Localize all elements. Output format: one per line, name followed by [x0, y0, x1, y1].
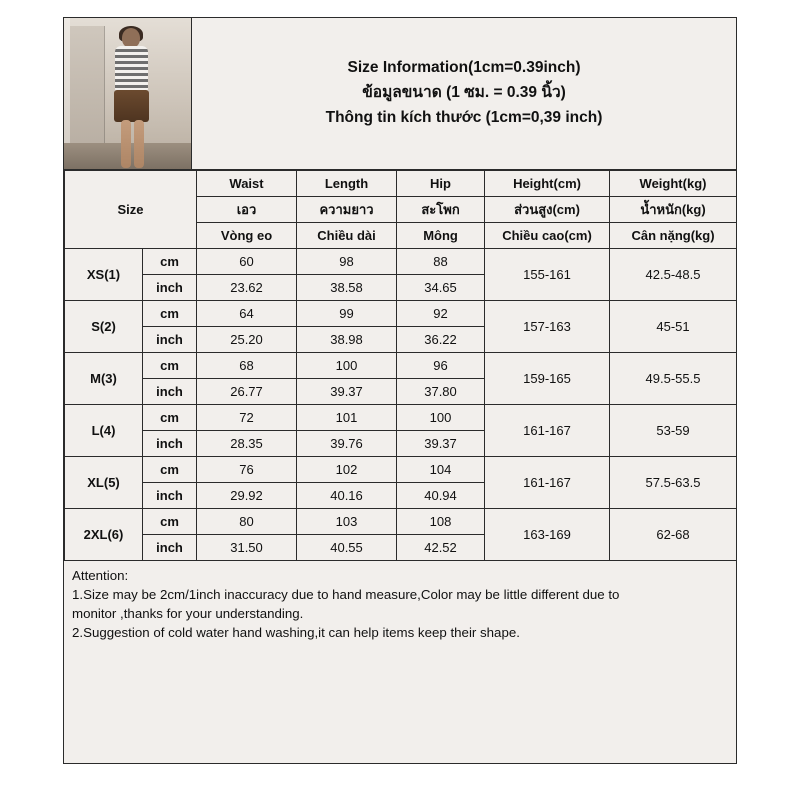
- cell-waist-cm: 68: [197, 353, 297, 379]
- cell-hip-inch: 37.80: [397, 379, 485, 405]
- size-chart-card: [63, 17, 737, 764]
- cell-hip-cm: 92: [397, 301, 485, 327]
- row-unit-cm: cm: [143, 457, 197, 483]
- cell-hip-cm: 96: [397, 353, 485, 379]
- row-size-m: M(3): [65, 353, 143, 405]
- cell-height: 161-167: [485, 457, 610, 509]
- photo-model: [110, 28, 154, 168]
- header-length-en: Length: [297, 171, 397, 197]
- header-weight-vi: Cân nặng(kg): [610, 223, 737, 249]
- cell-weight: 53-59: [610, 405, 737, 457]
- table-row: [65, 509, 737, 535]
- row-size-l: L(4): [65, 405, 143, 457]
- row-size-xl: XL(5): [65, 457, 143, 509]
- attention-title: Attention:: [72, 568, 129, 583]
- header-height-th: ส่วนสูง(cm): [485, 197, 610, 223]
- row-size-2xl: 2XL(6): [65, 509, 143, 561]
- model-brown-skirt: [114, 90, 149, 122]
- row-size-s: S(2): [65, 301, 143, 353]
- cell-length-inch: 38.98: [297, 327, 397, 353]
- attention-line-2: monitor ,thanks for your understanding.: [72, 605, 304, 621]
- attention-line-3: 2.Suggestion of cold water hand washing,it can help items keep their shape.: [72, 624, 520, 640]
- table-row: [65, 249, 737, 275]
- row-unit-inch: inch: [143, 535, 197, 561]
- cell-waist-inch: 23.62: [197, 275, 297, 301]
- cell-length-cm: 102: [297, 457, 397, 483]
- cell-weight: 45-51: [610, 301, 737, 353]
- cell-length-cm: 99: [297, 301, 397, 327]
- photo-door: [70, 26, 105, 162]
- cell-length-cm: 101: [297, 405, 397, 431]
- table-header-row-en: [65, 171, 737, 197]
- row-unit-cm: cm: [143, 301, 197, 327]
- cell-hip-inch: 34.65: [397, 275, 485, 301]
- cell-waist-inch: 29.92: [197, 483, 297, 509]
- cell-hip-cm: 88: [397, 249, 485, 275]
- cell-weight: 57.5-63.5: [610, 457, 737, 509]
- cell-length-inch: 38.58: [297, 275, 397, 301]
- cell-height: 155-161: [485, 249, 610, 301]
- cell-hip-cm: 108: [397, 509, 485, 535]
- cell-waist-inch: 28.35: [197, 431, 297, 457]
- cell-hip-cm: 104: [397, 457, 485, 483]
- header-length-th: ความยาว: [297, 197, 397, 223]
- cell-length-inch: 40.55: [297, 535, 397, 561]
- header-weight-en: Weight(kg): [610, 171, 737, 197]
- cell-weight: 42.5-48.5: [610, 249, 737, 301]
- header-height-en: Height(cm): [485, 171, 610, 197]
- row-unit-inch: inch: [143, 379, 197, 405]
- cell-waist-cm: 76: [197, 457, 297, 483]
- cell-waist-cm: 80: [197, 509, 297, 535]
- table-row: [65, 353, 737, 379]
- title-th: ข้อมูลขนาด (1 ซม. = 0.39 นิ้ว): [362, 84, 566, 102]
- cell-waist-inch: 26.77: [197, 379, 297, 405]
- header-hip-en: Hip: [397, 171, 485, 197]
- title-en: Size Information(1cm=0.39inch): [347, 59, 581, 77]
- attention-line-1: 1.Size may be 2cm/1inch inaccuracy due to hand measure,Color may be little different due to: [72, 586, 620, 602]
- table-row: [65, 457, 737, 483]
- chart-header: [64, 18, 736, 170]
- model-striped-top: [115, 46, 148, 92]
- cell-weight: 49.5-55.5: [610, 353, 737, 405]
- table-row: [65, 301, 737, 327]
- cell-height: 157-163: [485, 301, 610, 353]
- cell-length-cm: 98: [297, 249, 397, 275]
- cell-length-inch: 40.16: [297, 483, 397, 509]
- cell-height: 159-165: [485, 353, 610, 405]
- row-size-xs: XS(1): [65, 249, 143, 301]
- header-waist-th: เอว: [197, 197, 297, 223]
- header-length-vi: Chiều dài: [297, 223, 397, 249]
- cell-hip-inch: 42.52: [397, 535, 485, 561]
- attention-block: [64, 561, 736, 763]
- row-unit-inch: inch: [143, 327, 197, 353]
- header-waist-en: Waist: [197, 171, 297, 197]
- header-hip-vi: Mông: [397, 223, 485, 249]
- title-vi: Thông tin kích thước (1cm=0,39 inch): [325, 108, 603, 126]
- header-weight-th: น้ำหนัก(kg): [610, 197, 737, 223]
- cell-waist-cm: 64: [197, 301, 297, 327]
- cell-waist-inch: 25.20: [197, 327, 297, 353]
- cell-height: 161-167: [485, 405, 610, 457]
- cell-waist-cm: 72: [197, 405, 297, 431]
- row-unit-cm: cm: [143, 405, 197, 431]
- cell-hip-cm: 100: [397, 405, 485, 431]
- size-table: [64, 170, 737, 561]
- title-block: [192, 18, 736, 169]
- cell-hip-inch: 36.22: [397, 327, 485, 353]
- header-waist-vi: Vòng eo: [197, 223, 297, 249]
- row-unit-cm: cm: [143, 353, 197, 379]
- cell-length-cm: 103: [297, 509, 397, 535]
- cell-waist-inch: 31.50: [197, 535, 297, 561]
- cell-length-inch: 39.37: [297, 379, 397, 405]
- header-hip-th: สะโพก: [397, 197, 485, 223]
- header-size: Size: [65, 171, 197, 249]
- cell-height: 163-169: [485, 509, 610, 561]
- row-unit-cm: cm: [143, 509, 197, 535]
- row-unit-inch: inch: [143, 431, 197, 457]
- row-unit-cm: cm: [143, 249, 197, 275]
- cell-hip-inch: 40.94: [397, 483, 485, 509]
- cell-length-inch: 39.76: [297, 431, 397, 457]
- cell-waist-cm: 60: [197, 249, 297, 275]
- product-photo: [64, 18, 192, 169]
- model-leg-right: [134, 120, 144, 168]
- header-height-vi: Chiều cao(cm): [485, 223, 610, 249]
- table-row: [65, 405, 737, 431]
- model-head: [122, 28, 140, 48]
- row-unit-inch: inch: [143, 483, 197, 509]
- model-leg-left: [121, 120, 131, 168]
- cell-length-cm: 100: [297, 353, 397, 379]
- row-unit-inch: inch: [143, 275, 197, 301]
- cell-weight: 62-68: [610, 509, 737, 561]
- cell-hip-inch: 39.37: [397, 431, 485, 457]
